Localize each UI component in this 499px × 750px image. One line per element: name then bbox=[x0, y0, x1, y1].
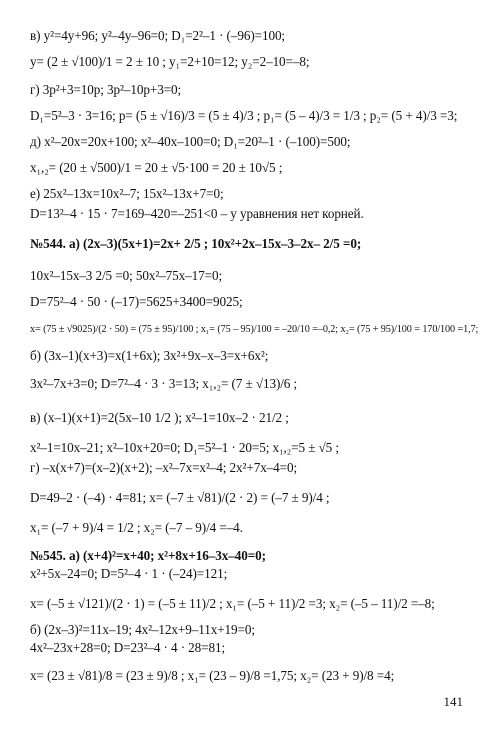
line-21: x²+5x–24=0; D=5²–4 · 1 · (–24)=121; bbox=[30, 566, 228, 581]
line-7: е) 25x²–13x=10x²–7; 15x²–13x+7=0; bbox=[30, 186, 224, 201]
line-6: x₁,₂= (20 ± √500)/1 = 20 ± √5·100 = 20 ± 10√5 ; bbox=[30, 160, 283, 175]
line-13: б) (3x–1)(x+3)=x(1+6x); 3x²+9x–x–3=x+6x²; bbox=[30, 348, 269, 363]
line-25: x= (23 ± √81)/8 = (23 ± 9)/8 ; x₁= (23 – 9)/8 =1,75; x₂= (23 + 9)/8 =4; bbox=[30, 668, 395, 683]
line-12: x= (75 ± √9025)/(2 · 50) = (75 ± 95)/100 ; x₁= (75 – 95)/100 = –20/10 =–0,2; x₂= (75 + 95)/100 = 170/100 =1,7; bbox=[30, 324, 479, 335]
line-9 exercise-544: №544. а) (2x–3)(5x+1)=2x+ 2/5 ; 10x²+2x–15x–3–2x– 2/5 =0; bbox=[30, 236, 362, 251]
line-2: y= (2 ± √100)/1 = 2 ± 10 ; y₁=2+10=12; y₂=2–10=–8; bbox=[30, 54, 310, 69]
line-1: в) y²=4y+96; y²–4y–96=0; D₁=2²–1 · (–96)=100; bbox=[30, 28, 286, 43]
line-16: x²–1=10x–21; x²–10x+20=0; D₁=5²–1 · 20=5; x₁,₂=5 ± √5 ; bbox=[30, 440, 339, 455]
line-15: в) (x–1)(x+1)=2(5x–10 1/2 ); x²–1=10x–2 · 21/2 ; bbox=[30, 410, 289, 425]
line-14: 3x²–7x+3=0; D=7²–4 · 3 · 3=13; x₁,₂= (7 ± √13)/6 ; bbox=[30, 376, 298, 391]
line-5: д) x²–20x=20x+100; x²–40x–100=0; D₁=20²–1 · (–100)=500; bbox=[30, 134, 351, 149]
line-22: x= (–5 ± √121)/(2 · 1) = (–5 ± 11)/2 ; x₁= (–5 + 11)/2 =3; x₂= (–5 – 11)/2 =–8; bbox=[30, 596, 435, 611]
line-11: D=75²–4 · 50 · (–17)=5625+3400=9025; bbox=[30, 294, 243, 309]
line-18: D=49–2 · (–4) · 4=81; x= (–7 ± √81)/(2 · 2) = (–7 ± 9)/4 ; bbox=[30, 490, 330, 505]
line-10: 10x²–15x–3 2/5 =0; 50x²–75x–17=0; bbox=[30, 268, 223, 283]
line-4: D₁=5²–3 · 3=16; p= (5 ± √16)/3 = (5 ± 4)/3 ; p₁= (5 – 4)/3 = 1/3 ; p₂= (5 + 4)/3 =3; bbox=[30, 108, 458, 123]
page-number: 141 bbox=[443, 694, 463, 709]
line-24: 4x²–23x+28=0; D=23²–4 · 4 · 28=81; bbox=[30, 640, 226, 655]
line-20 exercise-545: №545. а) (x+4)²=x+40; x²+8x+16–3x–40=0; bbox=[30, 548, 266, 563]
line-19: x₁= (–7 + 9)/4 = 1/2 ; x₂= (–7 – 9)/4 =–4. bbox=[30, 520, 243, 535]
line-23: б) (2x–3)²=11x–19; 4x²–12x+9–11x+19=0; bbox=[30, 622, 255, 637]
line-17: г) –x(x+7)=(x–2)(x+2); –x²–7x=x²–4; 2x²+7x–4=0; bbox=[30, 460, 298, 475]
line-3: г) 3p²+3=10p; 3p²–10p+3=0; bbox=[30, 82, 182, 97]
line-8: D=13²–4 · 15 · 7=169–420=–251<0 – у уравнения нет корней. bbox=[30, 206, 364, 221]
